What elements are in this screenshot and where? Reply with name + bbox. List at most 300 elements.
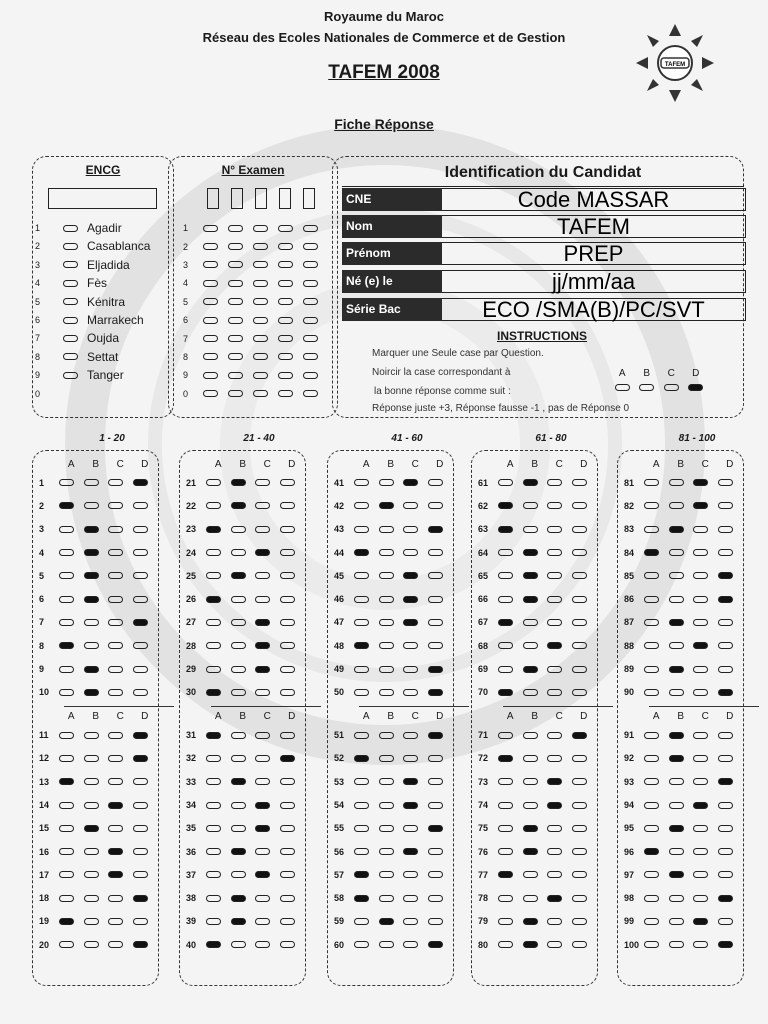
answer-bubble[interactable]	[547, 549, 562, 556]
answer-bubble[interactable]	[228, 280, 243, 287]
answer-bubble[interactable]	[379, 941, 394, 948]
answer-bubble[interactable]	[354, 642, 369, 649]
answer-bubble[interactable]	[84, 755, 99, 762]
answer-bubble[interactable]	[523, 526, 538, 533]
answer-bubble[interactable]	[255, 642, 270, 649]
answer-bubble[interactable]	[133, 666, 148, 673]
answer-bubble[interactable]	[669, 732, 684, 739]
answer-bubble[interactable]	[498, 502, 513, 509]
answer-bubble[interactable]	[498, 479, 513, 486]
answer-bubble[interactable]	[354, 596, 369, 603]
answer-bubble[interactable]	[644, 755, 659, 762]
exam-digit-box[interactable]	[231, 188, 243, 209]
answer-bubble[interactable]	[84, 642, 99, 649]
answer-bubble[interactable]	[498, 572, 513, 579]
answer-bubble[interactable]	[428, 871, 443, 878]
identification-value[interactable]: TAFEM	[442, 215, 746, 238]
answer-bubble[interactable]	[228, 298, 243, 305]
answer-bubble[interactable]	[63, 261, 78, 268]
answer-bubble[interactable]	[669, 755, 684, 762]
answer-bubble[interactable]	[253, 390, 268, 397]
answer-bubble[interactable]	[669, 689, 684, 696]
answer-bubble[interactable]	[231, 778, 246, 785]
answer-bubble[interactable]	[644, 619, 659, 626]
answer-bubble[interactable]	[354, 848, 369, 855]
answer-bubble[interactable]	[379, 848, 394, 855]
answer-bubble[interactable]	[379, 689, 394, 696]
answer-bubble[interactable]	[718, 572, 733, 579]
exam-digit-box[interactable]	[255, 188, 267, 209]
answer-bubble[interactable]	[693, 666, 708, 673]
answer-bubble[interactable]	[206, 642, 221, 649]
answer-bubble[interactable]	[63, 280, 78, 287]
answer-bubble[interactable]	[572, 596, 587, 603]
answer-bubble[interactable]	[379, 778, 394, 785]
answer-bubble[interactable]	[231, 802, 246, 809]
answer-bubble[interactable]	[354, 895, 369, 902]
answer-bubble[interactable]	[572, 755, 587, 762]
answer-bubble[interactable]	[523, 479, 538, 486]
answer-bubble[interactable]	[693, 596, 708, 603]
answer-bubble[interactable]	[354, 871, 369, 878]
answer-bubble[interactable]	[203, 390, 218, 397]
answer-bubble[interactable]	[644, 848, 659, 855]
answer-bubble[interactable]	[133, 755, 148, 762]
answer-bubble[interactable]	[206, 689, 221, 696]
answer-bubble[interactable]	[228, 372, 243, 379]
answer-bubble[interactable]	[278, 353, 293, 360]
answer-bubble[interactable]	[547, 526, 562, 533]
answer-bubble[interactable]	[428, 619, 443, 626]
answer-bubble[interactable]	[63, 225, 78, 232]
answer-bubble[interactable]	[644, 502, 659, 509]
answer-bubble[interactable]	[255, 802, 270, 809]
answer-bubble[interactable]	[693, 619, 708, 626]
answer-bubble[interactable]	[718, 732, 733, 739]
answer-bubble[interactable]	[303, 390, 318, 397]
answer-bubble[interactable]	[523, 755, 538, 762]
answer-bubble[interactable]	[547, 895, 562, 902]
answer-bubble[interactable]	[523, 778, 538, 785]
answer-bubble[interactable]	[108, 642, 123, 649]
answer-bubble[interactable]	[203, 261, 218, 268]
answer-bubble[interactable]	[693, 918, 708, 925]
answer-bubble[interactable]	[133, 642, 148, 649]
answer-bubble[interactable]	[203, 317, 218, 324]
answer-bubble[interactable]	[84, 825, 99, 832]
answer-bubble[interactable]	[379, 755, 394, 762]
answer-bubble[interactable]	[403, 918, 418, 925]
answer-bubble[interactable]	[428, 802, 443, 809]
answer-bubble[interactable]	[278, 243, 293, 250]
identification-value[interactable]: ECO /SMA(B)/PC/SVT	[442, 298, 746, 321]
answer-bubble[interactable]	[572, 848, 587, 855]
answer-bubble[interactable]	[84, 778, 99, 785]
answer-bubble[interactable]	[718, 848, 733, 855]
answer-bubble[interactable]	[108, 666, 123, 673]
answer-bubble[interactable]	[280, 918, 295, 925]
answer-bubble[interactable]	[523, 848, 538, 855]
answer-bubble[interactable]	[693, 825, 708, 832]
answer-bubble[interactable]	[379, 479, 394, 486]
answer-bubble[interactable]	[231, 572, 246, 579]
answer-bubble[interactable]	[379, 642, 394, 649]
answer-bubble[interactable]	[108, 479, 123, 486]
answer-bubble[interactable]	[133, 802, 148, 809]
answer-bubble[interactable]	[669, 825, 684, 832]
answer-bubble[interactable]	[572, 871, 587, 878]
answer-bubble[interactable]	[228, 335, 243, 342]
answer-bubble[interactable]	[280, 778, 295, 785]
answer-bubble[interactable]	[547, 755, 562, 762]
answer-bubble[interactable]	[572, 572, 587, 579]
answer-bubble[interactable]	[547, 502, 562, 509]
answer-bubble[interactable]	[693, 572, 708, 579]
answer-bubble[interactable]	[228, 390, 243, 397]
answer-bubble[interactable]	[669, 778, 684, 785]
answer-bubble[interactable]	[428, 732, 443, 739]
answer-bubble[interactable]	[644, 479, 659, 486]
answer-bubble[interactable]	[547, 666, 562, 673]
answer-bubble[interactable]	[84, 526, 99, 533]
answer-bubble[interactable]	[693, 549, 708, 556]
answer-bubble[interactable]	[278, 335, 293, 342]
answer-bubble[interactable]	[403, 941, 418, 948]
answer-bubble[interactable]	[59, 848, 74, 855]
answer-bubble[interactable]	[669, 848, 684, 855]
answer-bubble[interactable]	[108, 732, 123, 739]
answer-bubble[interactable]	[108, 596, 123, 603]
answer-bubble[interactable]	[278, 317, 293, 324]
answer-bubble[interactable]	[688, 384, 703, 391]
answer-bubble[interactable]	[547, 918, 562, 925]
answer-bubble[interactable]	[403, 596, 418, 603]
answer-bubble[interactable]	[403, 755, 418, 762]
answer-bubble[interactable]	[280, 941, 295, 948]
answer-bubble[interactable]	[108, 549, 123, 556]
answer-bubble[interactable]	[255, 918, 270, 925]
answer-bubble[interactable]	[59, 642, 74, 649]
answer-bubble[interactable]	[354, 802, 369, 809]
answer-bubble[interactable]	[280, 689, 295, 696]
answer-bubble[interactable]	[231, 689, 246, 696]
answer-bubble[interactable]	[403, 549, 418, 556]
answer-bubble[interactable]	[693, 732, 708, 739]
answer-bubble[interactable]	[133, 596, 148, 603]
answer-bubble[interactable]	[280, 549, 295, 556]
answer-bubble[interactable]	[379, 526, 394, 533]
answer-bubble[interactable]	[693, 479, 708, 486]
answer-bubble[interactable]	[523, 825, 538, 832]
answer-bubble[interactable]	[354, 479, 369, 486]
answer-bubble[interactable]	[280, 502, 295, 509]
answer-bubble[interactable]	[280, 848, 295, 855]
answer-bubble[interactable]	[718, 895, 733, 902]
answer-bubble[interactable]	[718, 526, 733, 533]
answer-bubble[interactable]	[669, 941, 684, 948]
answer-bubble[interactable]	[231, 502, 246, 509]
answer-bubble[interactable]	[303, 353, 318, 360]
answer-bubble[interactable]	[108, 941, 123, 948]
answer-bubble[interactable]	[206, 549, 221, 556]
answer-bubble[interactable]	[133, 732, 148, 739]
answer-bubble[interactable]	[59, 895, 74, 902]
answer-bubble[interactable]	[231, 549, 246, 556]
answer-bubble[interactable]	[231, 871, 246, 878]
answer-bubble[interactable]	[133, 848, 148, 855]
answer-bubble[interactable]	[669, 572, 684, 579]
answer-bubble[interactable]	[108, 778, 123, 785]
answer-bubble[interactable]	[206, 502, 221, 509]
answer-bubble[interactable]	[203, 280, 218, 287]
identification-value[interactable]: PREP	[442, 242, 746, 265]
answer-bubble[interactable]	[547, 642, 562, 649]
answer-bubble[interactable]	[644, 572, 659, 579]
answer-bubble[interactable]	[255, 895, 270, 902]
answer-bubble[interactable]	[718, 802, 733, 809]
answer-bubble[interactable]	[669, 918, 684, 925]
answer-bubble[interactable]	[231, 619, 246, 626]
answer-bubble[interactable]	[547, 848, 562, 855]
answer-bubble[interactable]	[428, 642, 443, 649]
answer-bubble[interactable]	[84, 918, 99, 925]
answer-bubble[interactable]	[354, 619, 369, 626]
answer-bubble[interactable]	[498, 732, 513, 739]
answer-bubble[interactable]	[669, 802, 684, 809]
answer-bubble[interactable]	[255, 825, 270, 832]
answer-bubble[interactable]	[255, 941, 270, 948]
answer-bubble[interactable]	[572, 619, 587, 626]
answer-bubble[interactable]	[379, 732, 394, 739]
answer-bubble[interactable]	[354, 666, 369, 673]
answer-bubble[interactable]	[718, 755, 733, 762]
answer-bubble[interactable]	[231, 666, 246, 673]
answer-bubble[interactable]	[84, 732, 99, 739]
answer-bubble[interactable]	[379, 666, 394, 673]
answer-bubble[interactable]	[428, 689, 443, 696]
answer-bubble[interactable]	[84, 848, 99, 855]
answer-bubble[interactable]	[403, 848, 418, 855]
answer-bubble[interactable]	[280, 895, 295, 902]
answer-bubble[interactable]	[203, 335, 218, 342]
answer-bubble[interactable]	[108, 848, 123, 855]
answer-bubble[interactable]	[59, 755, 74, 762]
answer-bubble[interactable]	[572, 778, 587, 785]
answer-bubble[interactable]	[84, 572, 99, 579]
answer-bubble[interactable]	[498, 619, 513, 626]
answer-bubble[interactable]	[108, 825, 123, 832]
answer-bubble[interactable]	[280, 619, 295, 626]
answer-bubble[interactable]	[59, 572, 74, 579]
answer-bubble[interactable]	[403, 502, 418, 509]
answer-bubble[interactable]	[253, 372, 268, 379]
answer-bubble[interactable]	[303, 298, 318, 305]
answer-bubble[interactable]	[669, 895, 684, 902]
answer-bubble[interactable]	[59, 666, 74, 673]
answer-bubble[interactable]	[523, 732, 538, 739]
answer-bubble[interactable]	[133, 572, 148, 579]
answer-bubble[interactable]	[615, 384, 630, 391]
answer-bubble[interactable]	[644, 666, 659, 673]
exam-digit-box[interactable]	[303, 188, 315, 209]
answer-bubble[interactable]	[718, 666, 733, 673]
answer-bubble[interactable]	[255, 502, 270, 509]
answer-bubble[interactable]	[206, 848, 221, 855]
answer-bubble[interactable]	[572, 895, 587, 902]
answer-bubble[interactable]	[523, 549, 538, 556]
answer-bubble[interactable]	[59, 778, 74, 785]
answer-bubble[interactable]	[718, 778, 733, 785]
answer-bubble[interactable]	[523, 596, 538, 603]
answer-bubble[interactable]	[228, 243, 243, 250]
answer-bubble[interactable]	[572, 642, 587, 649]
answer-bubble[interactable]	[572, 732, 587, 739]
answer-bubble[interactable]	[255, 732, 270, 739]
answer-bubble[interactable]	[693, 642, 708, 649]
answer-bubble[interactable]	[428, 941, 443, 948]
answer-bubble[interactable]	[84, 549, 99, 556]
answer-bubble[interactable]	[498, 689, 513, 696]
answer-bubble[interactable]	[547, 689, 562, 696]
answer-bubble[interactable]	[498, 526, 513, 533]
answer-bubble[interactable]	[84, 502, 99, 509]
answer-bubble[interactable]	[280, 642, 295, 649]
answer-bubble[interactable]	[228, 317, 243, 324]
answer-bubble[interactable]	[428, 778, 443, 785]
answer-bubble[interactable]	[228, 261, 243, 268]
answer-bubble[interactable]	[203, 243, 218, 250]
answer-bubble[interactable]	[133, 689, 148, 696]
answer-bubble[interactable]	[498, 666, 513, 673]
answer-bubble[interactable]	[255, 526, 270, 533]
answer-bubble[interactable]	[718, 941, 733, 948]
answer-bubble[interactable]	[63, 335, 78, 342]
answer-bubble[interactable]	[255, 549, 270, 556]
answer-bubble[interactable]	[280, 755, 295, 762]
answer-bubble[interactable]	[379, 802, 394, 809]
encg-code-box[interactable]	[48, 188, 157, 209]
answer-bubble[interactable]	[108, 689, 123, 696]
answer-bubble[interactable]	[523, 895, 538, 902]
answer-bubble[interactable]	[644, 778, 659, 785]
answer-bubble[interactable]	[231, 755, 246, 762]
answer-bubble[interactable]	[644, 689, 659, 696]
answer-bubble[interactable]	[498, 895, 513, 902]
answer-bubble[interactable]	[403, 802, 418, 809]
answer-bubble[interactable]	[255, 755, 270, 762]
answer-bubble[interactable]	[547, 778, 562, 785]
answer-bubble[interactable]	[84, 802, 99, 809]
answer-bubble[interactable]	[547, 572, 562, 579]
answer-bubble[interactable]	[428, 596, 443, 603]
answer-bubble[interactable]	[255, 848, 270, 855]
answer-bubble[interactable]	[108, 802, 123, 809]
answer-bubble[interactable]	[253, 353, 268, 360]
answer-bubble[interactable]	[278, 261, 293, 268]
answer-bubble[interactable]	[523, 689, 538, 696]
answer-bubble[interactable]	[133, 549, 148, 556]
answer-bubble[interactable]	[59, 689, 74, 696]
answer-bubble[interactable]	[84, 666, 99, 673]
answer-bubble[interactable]	[59, 825, 74, 832]
answer-bubble[interactable]	[428, 502, 443, 509]
answer-bubble[interactable]	[303, 280, 318, 287]
answer-bubble[interactable]	[133, 526, 148, 533]
answer-bubble[interactable]	[669, 549, 684, 556]
answer-bubble[interactable]	[255, 479, 270, 486]
answer-bubble[interactable]	[403, 895, 418, 902]
answer-bubble[interactable]	[572, 666, 587, 673]
answer-bubble[interactable]	[280, 732, 295, 739]
answer-bubble[interactable]	[63, 243, 78, 250]
answer-bubble[interactable]	[280, 479, 295, 486]
answer-bubble[interactable]	[718, 689, 733, 696]
answer-bubble[interactable]	[669, 871, 684, 878]
answer-bubble[interactable]	[255, 689, 270, 696]
answer-bubble[interactable]	[498, 642, 513, 649]
answer-bubble[interactable]	[644, 802, 659, 809]
answer-bubble[interactable]	[644, 549, 659, 556]
answer-bubble[interactable]	[278, 372, 293, 379]
answer-bubble[interactable]	[403, 619, 418, 626]
answer-bubble[interactable]	[379, 918, 394, 925]
answer-bubble[interactable]	[253, 298, 268, 305]
answer-bubble[interactable]	[255, 572, 270, 579]
answer-bubble[interactable]	[644, 596, 659, 603]
answer-bubble[interactable]	[498, 871, 513, 878]
answer-bubble[interactable]	[133, 918, 148, 925]
answer-bubble[interactable]	[664, 384, 679, 391]
answer-bubble[interactable]	[644, 871, 659, 878]
answer-bubble[interactable]	[379, 549, 394, 556]
answer-bubble[interactable]	[498, 918, 513, 925]
answer-bubble[interactable]	[669, 619, 684, 626]
answer-bubble[interactable]	[669, 642, 684, 649]
answer-bubble[interactable]	[206, 778, 221, 785]
identification-value[interactable]: Code MASSAR	[442, 188, 746, 211]
answer-bubble[interactable]	[354, 918, 369, 925]
answer-bubble[interactable]	[547, 825, 562, 832]
answer-bubble[interactable]	[231, 918, 246, 925]
answer-bubble[interactable]	[203, 298, 218, 305]
answer-bubble[interactable]	[206, 825, 221, 832]
answer-bubble[interactable]	[59, 526, 74, 533]
answer-bubble[interactable]	[108, 619, 123, 626]
answer-bubble[interactable]	[379, 871, 394, 878]
answer-bubble[interactable]	[523, 619, 538, 626]
answer-bubble[interactable]	[206, 732, 221, 739]
answer-bubble[interactable]	[108, 895, 123, 902]
answer-bubble[interactable]	[206, 918, 221, 925]
answer-bubble[interactable]	[718, 502, 733, 509]
answer-bubble[interactable]	[644, 918, 659, 925]
answer-bubble[interactable]	[428, 825, 443, 832]
answer-bubble[interactable]	[108, 918, 123, 925]
answer-bubble[interactable]	[133, 941, 148, 948]
answer-bubble[interactable]	[693, 755, 708, 762]
answer-bubble[interactable]	[693, 778, 708, 785]
answer-bubble[interactable]	[498, 848, 513, 855]
answer-bubble[interactable]	[84, 941, 99, 948]
answer-bubble[interactable]	[253, 280, 268, 287]
answer-bubble[interactable]	[669, 479, 684, 486]
answer-bubble[interactable]	[572, 918, 587, 925]
answer-bubble[interactable]	[523, 642, 538, 649]
answer-bubble[interactable]	[231, 526, 246, 533]
answer-bubble[interactable]	[572, 526, 587, 533]
answer-bubble[interactable]	[669, 596, 684, 603]
answer-bubble[interactable]	[206, 572, 221, 579]
